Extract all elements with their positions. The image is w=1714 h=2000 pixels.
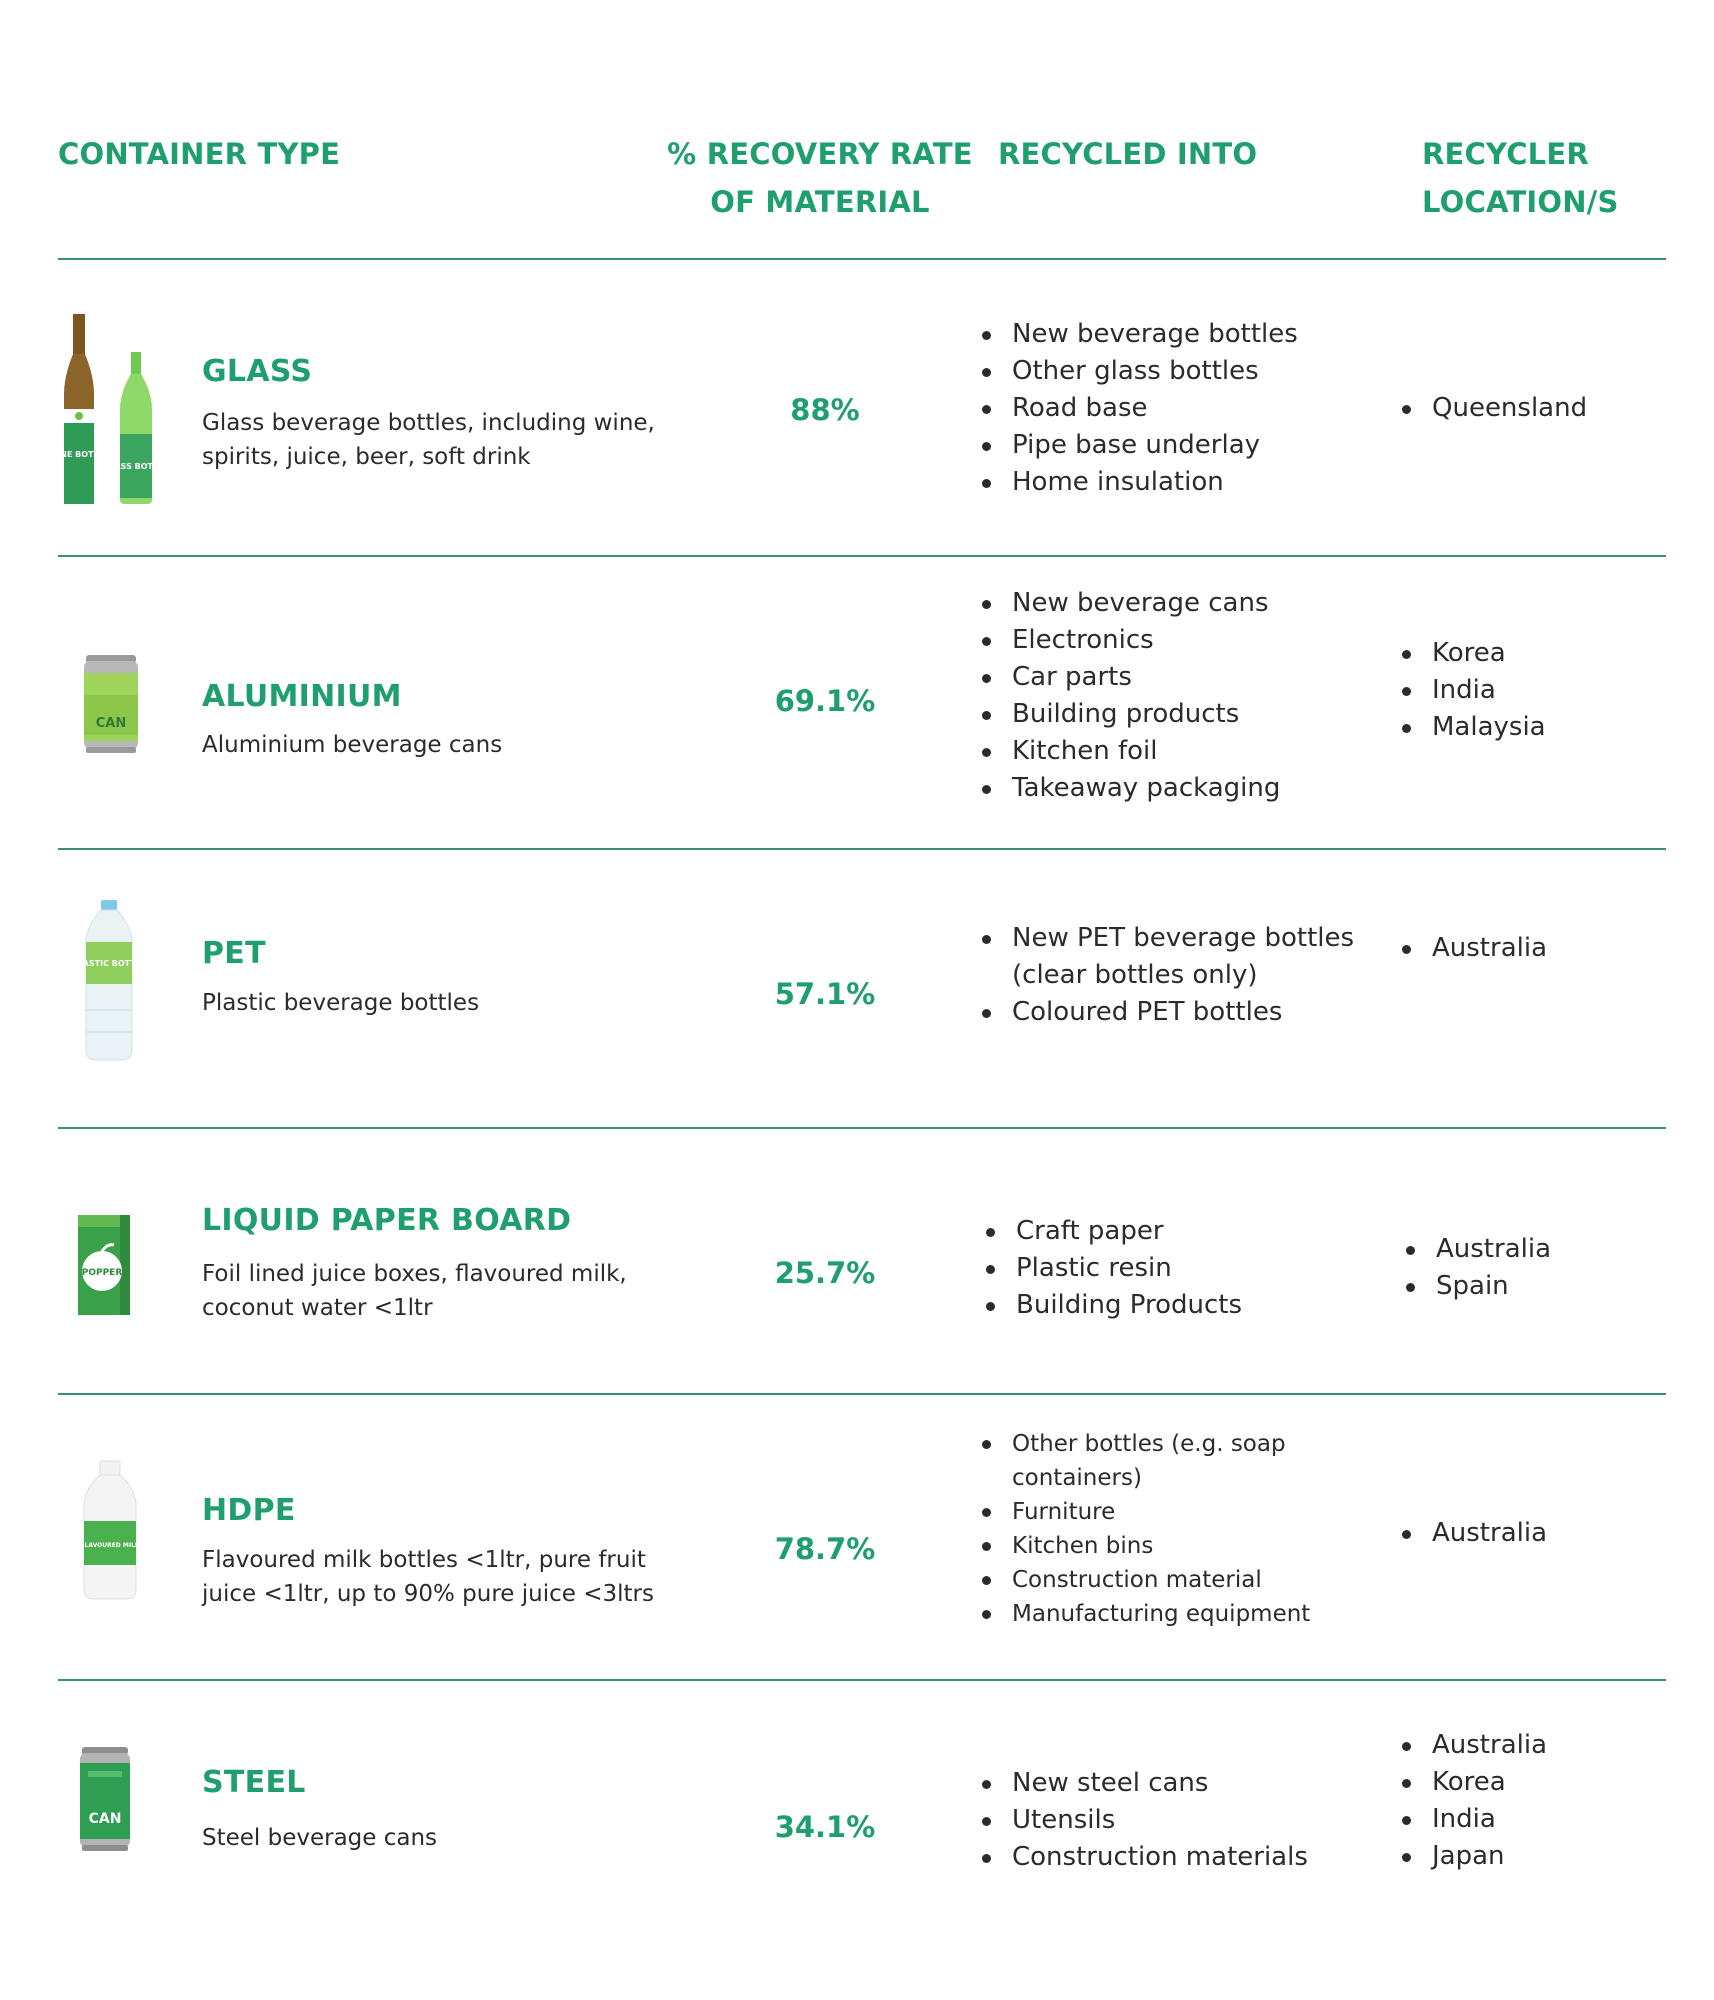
list-item: Japan (1398, 1838, 1658, 1875)
list-item: Building Products (982, 1287, 1402, 1324)
list-item: Takeaway packaging (978, 770, 1398, 807)
milk-bottle-icon (58, 1461, 168, 1599)
container-title: ALUMINIUM (202, 679, 402, 714)
popper-label: POPPER (81, 1268, 123, 1278)
table-row-liquid-paper-board (0, 1129, 1714, 1394)
glass-bottle-label: GLASS BOTTLE (102, 462, 170, 471)
recovery-rate-value: 25.7% (774, 1256, 876, 1290)
recycler-location-list (1398, 1727, 1658, 1875)
recovery-rate-value: 57.1% (774, 977, 876, 1011)
container-description: Flavoured milk bottles <1ltr, pure fruit juice <1ltr, up to 90% pure juice <3ltrs (202, 1547, 654, 1607)
list-item: Craft paper (982, 1213, 1402, 1250)
aluminium-can-icon (58, 655, 168, 755)
wine-bottle-label: WINE BOTTLE (48, 450, 110, 459)
container-description: Glass beverage bottles, including wine, spirits, juice, beer, soft drink (202, 410, 655, 470)
steel-can-icon (58, 1747, 168, 1853)
container-title: HDPE (202, 1493, 296, 1528)
table-row-pet (0, 850, 1714, 1128)
list-item: Other glass bottles (978, 353, 1398, 390)
list-item: Utensils (978, 1802, 1398, 1839)
recovery-rate-value: 34.1% (774, 1810, 876, 1844)
recycler-location-list (1402, 1231, 1662, 1305)
juice-box-icon (58, 1215, 168, 1315)
container-description: Steel beverage cans (202, 1825, 438, 1851)
plastic-bottle-icon (58, 900, 168, 1060)
list-item: Korea (1398, 635, 1658, 672)
table-row-hdpe (0, 1395, 1714, 1679)
list-item: Queensland (1398, 390, 1658, 427)
list-item: Furniture (978, 1495, 1358, 1529)
list-item: Construction material (978, 1563, 1358, 1597)
can-label: CAN (95, 716, 127, 731)
list-item: Malaysia (1398, 709, 1658, 746)
header-recovery-rate: % RECOVERY RATE OF MATERIAL (667, 137, 973, 219)
table-row-glass (0, 260, 1714, 556)
list-item: Manufacturing equipment (978, 1597, 1358, 1631)
recycled-into-list (978, 585, 1398, 807)
container-title: LIQUID PAPER BOARD (202, 1203, 572, 1238)
recovery-rate-value: 69.1% (774, 684, 876, 718)
list-item: Building products (978, 696, 1398, 733)
list-item: Korea (1398, 1764, 1658, 1801)
plastic-bottle-label: PLASTIC BOTTLE (71, 959, 147, 968)
can-label: CAN (88, 1811, 122, 1827)
container-title: PET (202, 936, 266, 971)
list-item: India (1398, 672, 1658, 709)
recycled-into-list (978, 316, 1398, 501)
table-row-steel (0, 1681, 1714, 1941)
list-item: Home insulation (978, 464, 1398, 501)
header-recycler-location: RECYCLER LOCATION/S (1422, 137, 1619, 219)
list-item: Australia (1398, 1727, 1658, 1764)
list-item: Other bottles (e.g. soap containers) (978, 1427, 1358, 1495)
recovery-rate-value: 88% (790, 393, 860, 427)
recycler-location-list (1398, 635, 1658, 746)
header-recycled-into: RECYCLED INTO (998, 137, 1258, 171)
recycler-location-list (1398, 390, 1658, 427)
table-header (0, 0, 1714, 260)
container-description: Foil lined juice boxes, flavoured milk, coconut water <1ltr (202, 1261, 627, 1321)
recycler-location-list (1398, 1515, 1658, 1552)
recycled-into-list (982, 1213, 1402, 1324)
recycled-into-list (978, 1765, 1398, 1876)
container-title: STEEL (202, 1765, 306, 1800)
list-item: Kitchen foil (978, 733, 1398, 770)
container-description: Plastic beverage bottles (202, 990, 480, 1016)
list-item: New steel cans (978, 1765, 1398, 1802)
list-item: Road base (978, 390, 1398, 427)
list-item: Pipe base underlay (978, 427, 1398, 464)
recycled-into-list (978, 1427, 1358, 1631)
list-item: New PET beverage bottles (clear bottles only) (978, 920, 1378, 994)
table-row-aluminium (0, 557, 1714, 848)
list-item: Coloured PET bottles (978, 994, 1378, 1031)
recycled-into-list (978, 920, 1378, 1031)
list-item: Spain (1402, 1268, 1662, 1305)
list-item: Construction materials (978, 1839, 1398, 1876)
list-item: Australia (1398, 1515, 1658, 1552)
list-item: New beverage bottles (978, 316, 1398, 353)
list-item: Kitchen bins (978, 1529, 1358, 1563)
recovery-rate-value: 78.7% (774, 1532, 876, 1566)
container-title: GLASS (202, 354, 313, 389)
container-description: Aluminium beverage cans (202, 732, 503, 758)
list-item: Australia (1398, 930, 1658, 967)
list-item: Car parts (978, 659, 1398, 696)
flavoured-milk-label: FLAVOURED MILK (80, 1542, 140, 1549)
list-item: New beverage cans (978, 585, 1398, 622)
list-item: Australia (1402, 1231, 1662, 1268)
glass-bottles-icon (48, 314, 170, 504)
header-container-type: CONTAINER TYPE (58, 137, 341, 171)
recycler-location-list (1398, 930, 1658, 967)
list-item: Plastic resin (982, 1250, 1402, 1287)
list-item: India (1398, 1801, 1658, 1838)
list-item: Electronics (978, 622, 1398, 659)
